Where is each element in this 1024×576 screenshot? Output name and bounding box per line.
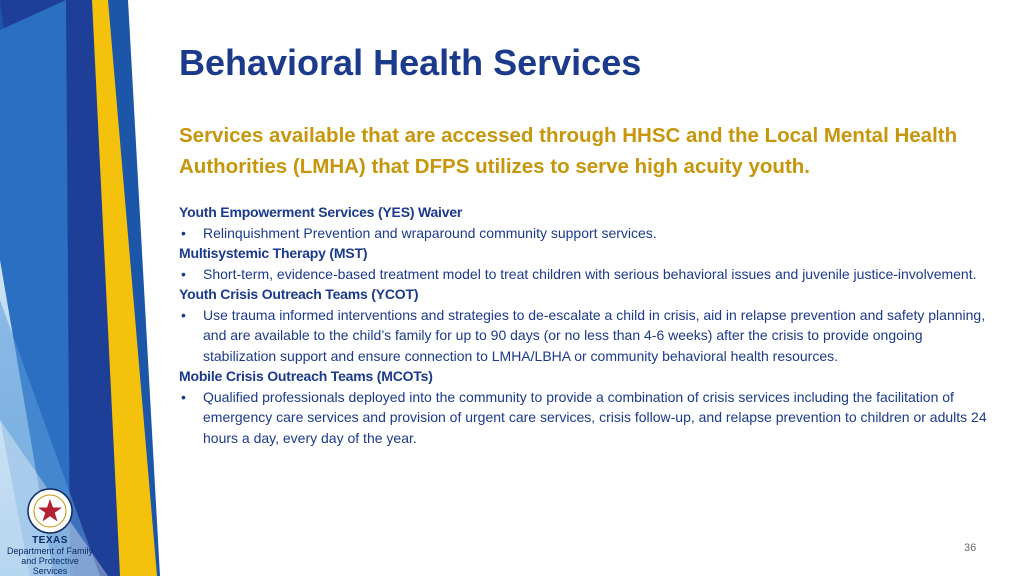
section-ycot [179, 284, 989, 366]
list-item [179, 223, 989, 244]
subtitle: Services available that are accessed through HHSC and the Local Mental Health Authorities (LMHA) that DFPS utilizes to serve high acuity youth. [179, 124, 958, 178]
bullet-icon: • [181, 224, 186, 241]
list-item [179, 264, 989, 285]
dfps-logo [6, 488, 94, 576]
bullet-text: Relinquishment Prevention and wraparound community support services. [203, 224, 657, 241]
section-title: Mobile Crisis Outreach Teams (MCOTs) [179, 368, 433, 384]
logo-texas: TEXAS [32, 535, 68, 546]
section-title: Multisystemic Therapy (MST) [179, 245, 368, 261]
page-title: Behavioral Health Services [179, 42, 642, 83]
section-title: Youth Crisis Outreach Teams (YCOT) [179, 286, 419, 302]
list-item [179, 305, 989, 367]
services-list [179, 202, 989, 448]
page-number: 36 [964, 542, 977, 554]
bullet-icon: • [181, 265, 186, 282]
bullet-text: Short-term, evidence-based treatment model to treat children with serious behavioral issues and juvenile justice-involvement. [203, 265, 977, 282]
bullet-text: Use trauma informed interventions and strategies to de-escalate a child in crisis, aid in relapse prevention and safety planning, and are available to the child’s family for up to 90 days (or no less than 4-6 weeks) after the crisis to provide ongoing stabilization support and ensure connection to LMHA/LBHA or community behavioral health resources. [203, 306, 986, 364]
bullet-text: Qualified professionals deployed into the community to provide a combination of crisis services including the facilitation of emergency care services and provision of urgent care services, crisis follow-up, and relapse prevention to children or adults 24 hours a day, every day of the year. [203, 388, 987, 446]
logo-line3: and Protective Services [21, 556, 79, 576]
dfps-seal-icon [27, 488, 73, 534]
section-mcots [179, 366, 989, 448]
list-item [179, 387, 989, 449]
logo-line2: Department of Family [6, 546, 94, 556]
bullet-icon: • [181, 306, 186, 323]
bullet-icon: • [181, 388, 186, 405]
section-mst [179, 243, 989, 284]
section-yes-waiver [179, 202, 989, 243]
section-title: Youth Empowerment Services (YES) Waiver [179, 204, 463, 220]
